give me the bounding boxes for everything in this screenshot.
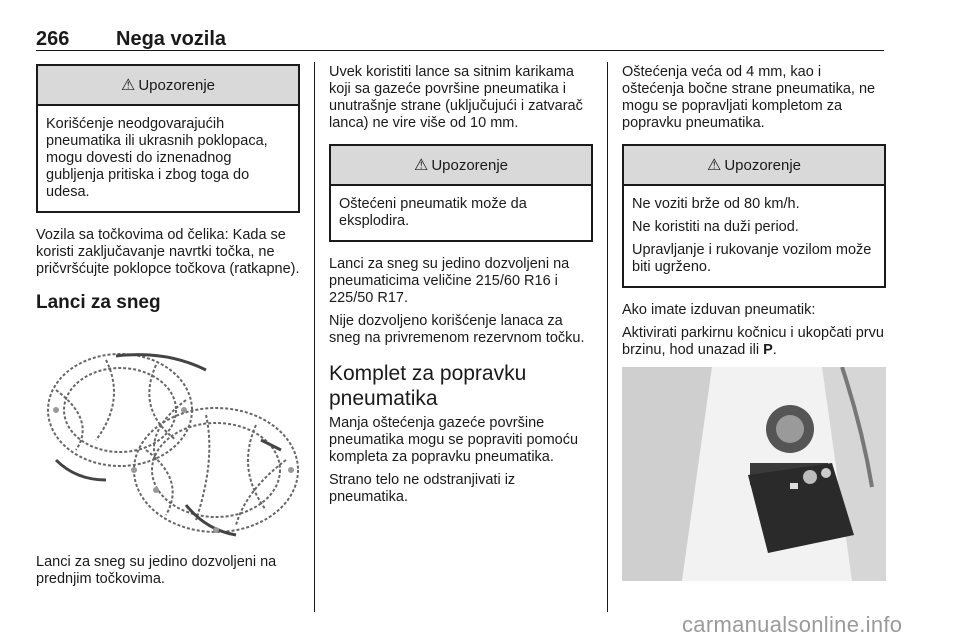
warning-body [624, 186, 884, 286]
repair-kit-photo [622, 367, 886, 581]
column-divider-2 [607, 62, 608, 612]
warning-title: Upozorenje [138, 76, 216, 94]
warning-triangle-icon: ⚠ [120, 77, 136, 94]
column-divider-1 [314, 62, 315, 612]
warning-box [329, 144, 593, 242]
warning-header [331, 146, 591, 186]
warning-triangle-icon: ⚠ [706, 157, 722, 174]
warning-header [38, 66, 298, 106]
flat-tire-paragraph: Ako imate izduvan pneumatik: [622, 302, 816, 318]
parking-brake-paragraph [622, 325, 886, 359]
section-heading-snow-chains: Lanci za sneg [36, 292, 161, 313]
warning-box [36, 64, 300, 213]
tire-size-paragraph: Lanci za sneg su jedino dozvoljeni na pneumaticima veličine 215/60 R16 i 225/50 R17. [329, 256, 570, 306]
column-3 [622, 64, 886, 593]
warning-speed-line: Ne voziti brže od 80 km/h. [632, 196, 800, 212]
site-watermark: carmanualsonline.info [682, 612, 903, 637]
page-number: 266 [36, 28, 70, 50]
warning-duration-line: Ne koristiti na duži period. [632, 219, 799, 235]
foreign-object-paragraph: Strano telo ne odstranjivati iz pneumatika. [329, 472, 516, 505]
gear-p-label: P [763, 342, 773, 358]
snow-chains-caption: Lanci za sneg su jedino dozvoljeni na prednjim točkovima. [36, 554, 277, 587]
warning-box [622, 144, 886, 288]
repair-kit-paragraph: Manja oštećenja gazeće površine pneumatika mogu se popraviti pomoću kompleta za popravku pneumatika. [329, 415, 579, 465]
warning-body [38, 106, 298, 211]
column-1 [36, 64, 300, 594]
warning-triangle-icon: ⚠ [413, 157, 429, 174]
spare-wheel-paragraph: Nije dozvoljeno korišćenje lanaca za sneg na privremenom rezervnom točku. [329, 313, 585, 346]
parking-brake-text: Aktivirati parkirnu kočnicu i ukopčati prvu brzinu, hod unazad ili [622, 325, 884, 358]
section-heading-repair-kit: Komplet za popravku pneumatika [329, 362, 527, 410]
steel-wheels-paragraph: Vozila sa točkovima od čelika: Kada se koristi zaključavanje navrtki točka, ne pričvršćujte poklopce točkova (ratkapne). [36, 227, 300, 277]
warning-title: Upozorenje [724, 156, 802, 174]
chapter-title: Nega vozila [116, 28, 227, 50]
warning-body [331, 186, 591, 240]
parking-brake-end: . [772, 342, 777, 358]
page-header [36, 28, 884, 52]
column-2 [329, 64, 593, 512]
warning-handling-line: Upravljanje i rukovanje vozilom može biti ugrženo. [632, 242, 872, 275]
damage-limit-paragraph: Oštećenja veća od 4 mm, kao i oštećenja bočne strane pneumatika, ne mogu se popravljati kompletom za popravku pneumatika. [622, 64, 876, 131]
snow-chains-illustration [36, 330, 300, 542]
warning-text: Oštećeni pneumatik može da eksplodira. [339, 196, 527, 229]
warning-text: Korišćenje neodgovarajućih pneumatika ili ukrasnih poklopaca, mogu dovesti do iznenadnog gubljenja pritiska i zbog toga do udesa. [46, 116, 268, 200]
warning-header [624, 146, 884, 186]
warning-title: Upozorenje [431, 156, 509, 174]
header-rule [36, 50, 884, 51]
chain-links-paragraph: Uvek koristiti lance sa sitnim karikama koji sa gazeće površine pneumatika i unutrašnje strane (uključujući i zatvarač lanca) ne vire više od 10 mm. [329, 64, 583, 131]
